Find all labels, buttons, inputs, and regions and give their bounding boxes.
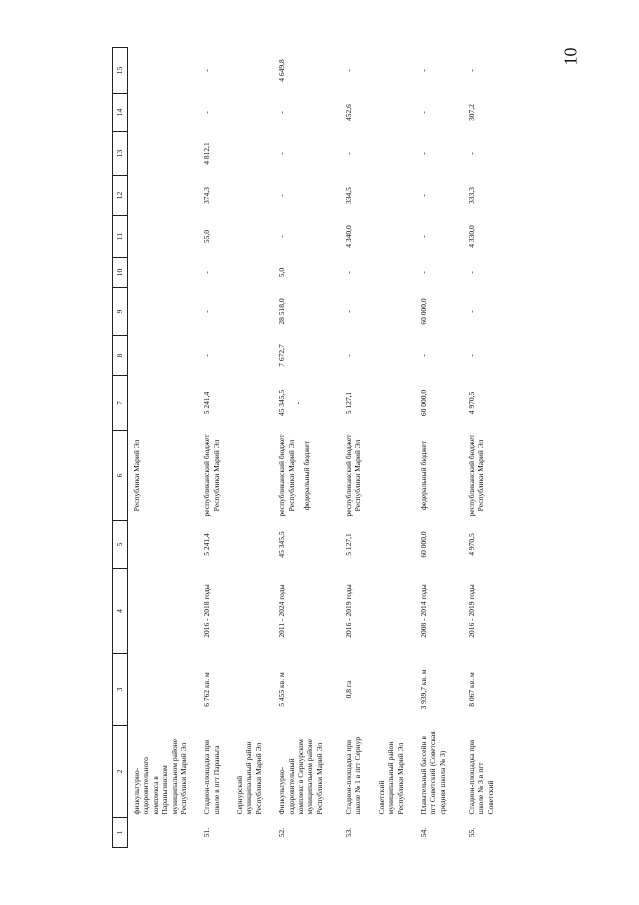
column-number-row	[113, 48, 128, 848]
cell-c10: -	[418, 271, 428, 274]
cell-c10: -	[467, 271, 476, 274]
total-cost: 45 345,5	[277, 531, 287, 558]
col-header-3: 3	[113, 654, 128, 726]
district-name: Сернурский муниципальный район Республики Марий Эл	[235, 741, 263, 815]
cell-c14: -	[202, 111, 212, 114]
cell-c15: -	[418, 69, 428, 72]
capacity: 3 939,7 кв. м	[418, 669, 428, 710]
table-row	[267, 48, 334, 848]
col-header-12: 12	[113, 176, 128, 216]
col-header-6: 6	[113, 431, 128, 521]
funding-source: республиканский бюджет Республики Марий Эл	[467, 434, 486, 517]
table-row	[457, 48, 505, 848]
object-name: Физкультурно-оздоровительный комплекс в Сернурском муниципальном районе Республики Марий Эл	[277, 738, 324, 815]
investment-table	[112, 47, 505, 848]
page-number: 10	[560, 47, 581, 66]
cell-c14: 452,6	[344, 104, 353, 121]
district-row	[231, 48, 267, 848]
col-header-14: 14	[113, 94, 128, 132]
rotated-table-sheet	[112, 48, 532, 848]
cell-c14: -	[418, 111, 428, 114]
cell-c7: 5 241,4	[202, 391, 212, 415]
object-name: Стадион-площадка при школе № 1 в пгт Сернур	[344, 736, 363, 815]
col-header-7: 7	[113, 376, 128, 431]
cell-c7: 5 127,1	[344, 391, 353, 415]
cell-c14: -	[277, 111, 287, 114]
cell-c7-b: -	[292, 401, 302, 405]
cell-c13: -	[277, 152, 287, 155]
cell-c15: -	[202, 69, 212, 72]
row-number: 52.	[277, 827, 287, 838]
cell-c9: 60 000,0	[418, 298, 428, 325]
total-cost: 5 127,1	[344, 533, 353, 556]
cell-c9: -	[202, 310, 212, 313]
cell-c13: 4 812,1	[202, 142, 212, 165]
period: 2011 - 2024 годы	[277, 584, 287, 638]
row-number: 53.	[344, 827, 353, 838]
cell-c12: 374,3	[202, 187, 212, 204]
table-row	[409, 48, 457, 848]
capacity: 8 067 кв. м	[467, 672, 476, 707]
col-header-5: 5	[113, 521, 128, 569]
col-header-11: 11	[113, 216, 128, 258]
cell-c8: -	[467, 354, 476, 357]
funding-source: республиканский бюджет Республики Марий Эл	[344, 434, 363, 517]
cell-c14: 307,2	[467, 104, 476, 121]
total-cost: 5 241,4	[202, 533, 212, 556]
cell-c7: 60 000,0	[418, 389, 428, 417]
col-header-10: 10	[113, 258, 128, 288]
object-name: Стадион-площадка при школе № 3 в пгт Советский	[467, 739, 495, 815]
capacity: 5 455 кв. м	[277, 672, 287, 707]
cell-c7-a: 45 345,5	[277, 389, 287, 417]
cell-c11: 4 340,0	[344, 225, 353, 248]
col-header-9: 9	[113, 288, 128, 336]
table-row	[192, 48, 231, 848]
cell-c12: 333,3	[467, 187, 476, 204]
continuation-name: физкультурно-оздоровительного комплекса в Параньгинском муниципальном районе Республики Марий Эл	[132, 738, 188, 815]
col-header-13: 13	[113, 132, 128, 176]
cell-c11: 4 330,0	[467, 225, 476, 248]
cell-c8: 7 672,7	[277, 344, 287, 367]
row-number: 54.	[418, 827, 428, 838]
cell-c13: -	[467, 152, 476, 155]
cell-c11: 55,0	[202, 229, 212, 244]
cell-c7: 4 970,5	[467, 391, 476, 415]
funding-source	[267, 431, 334, 521]
cell-c15: -	[344, 69, 353, 72]
cell-c13: -	[344, 152, 353, 155]
district-row	[373, 48, 409, 848]
capacity: 0,8 га	[344, 680, 353, 699]
cell-c10: -	[202, 271, 212, 274]
cell-c8: -	[418, 354, 428, 357]
row-number: 51.	[202, 827, 212, 838]
col-header-4: 4	[113, 569, 128, 654]
continuation-source: Республики Марий Эл	[132, 439, 141, 512]
col-header-15: 15	[113, 48, 128, 94]
cell-c9: -	[467, 310, 476, 313]
col-header-8: 8	[113, 336, 128, 376]
period: 2016 - 2019 годы	[467, 584, 476, 638]
cell-c11: -	[418, 235, 428, 238]
row-number: 55.	[467, 827, 476, 838]
cell-c15: -	[467, 69, 476, 72]
funding-source-1: республиканский бюджет Республики Марий Эл	[277, 434, 296, 517]
cell-c12: -	[277, 194, 287, 197]
cell-c8: -	[202, 354, 212, 357]
total-cost: 60 000,0	[418, 531, 428, 558]
period: 2016 - 2018 годы	[202, 584, 212, 638]
table-row-continuation	[128, 48, 193, 848]
total-cost: 4 970,5	[467, 533, 476, 556]
funding-source: федеральный бюджет	[418, 440, 428, 511]
cell-c10: 5,0	[277, 267, 287, 278]
cell-c7	[267, 376, 334, 431]
cell-c9: 28 518,0	[277, 298, 287, 325]
cell-c8: -	[344, 354, 353, 357]
col-header-2: 2	[113, 726, 128, 818]
cell-c13: -	[418, 152, 428, 155]
period: 2016 - 2019 годы	[344, 584, 353, 638]
col-header-1: 1	[113, 818, 128, 848]
object-name: Плавательный бассейн в пгт Советский (Советская средняя школа № 3)	[418, 731, 447, 815]
funding-source-2: федеральный бюджет	[301, 440, 311, 511]
capacity: 6 762 кв. м	[202, 672, 212, 707]
table-row	[334, 48, 373, 848]
cell-c12: 334,5	[344, 187, 353, 204]
cell-c11: -	[277, 235, 287, 238]
cell-c12: -	[418, 194, 428, 197]
object-name: Стадион-площадка при школе в пгт Параньга	[202, 739, 221, 815]
funding-source: республиканский бюджет Республики Марий Эл	[202, 434, 221, 517]
district-name: Советский муниципальный район Республики Марий Эл	[376, 741, 405, 815]
cell-c9: -	[344, 310, 353, 313]
cell-c15: 4 649,8	[277, 59, 287, 82]
cell-c10: -	[344, 271, 353, 274]
period: 2008 - 2014 годы	[418, 584, 428, 638]
